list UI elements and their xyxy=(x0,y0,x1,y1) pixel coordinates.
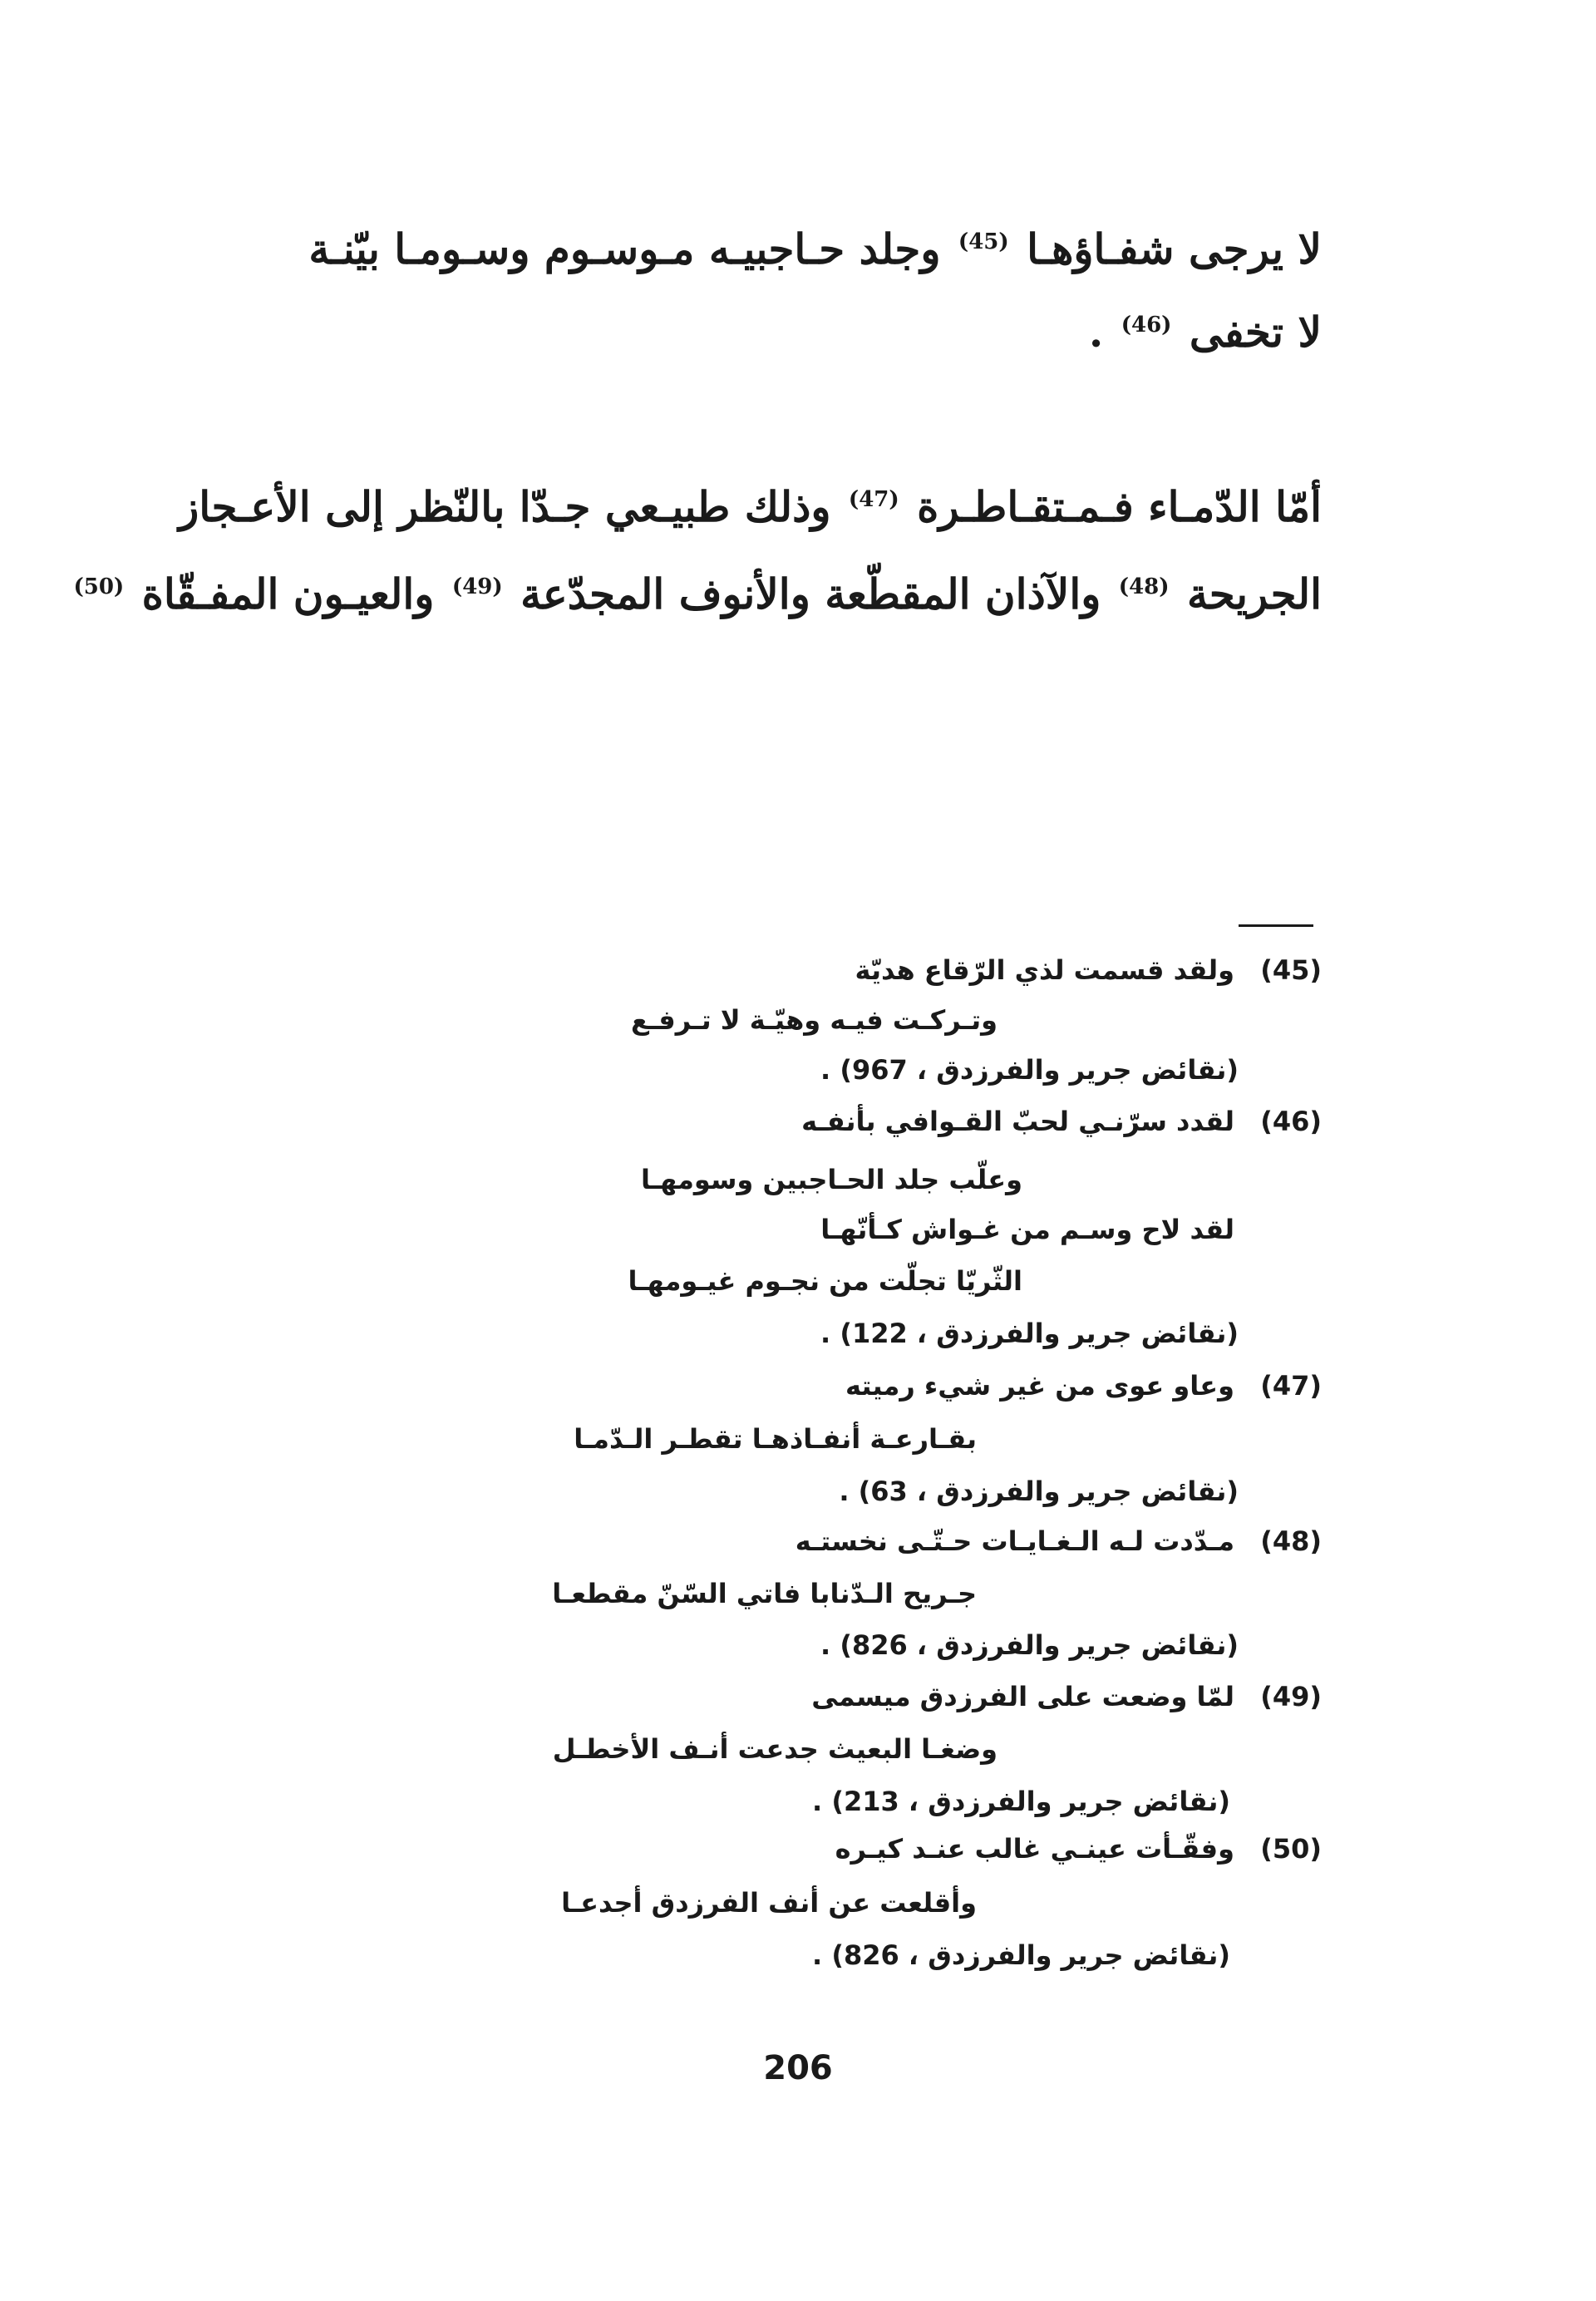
footnote-citation: (نقائض جرير والفرزدق ، 967) . xyxy=(820,1054,1239,1086)
footnote-line: وضغـا البعيث جدعت أنـف الأخطـل xyxy=(552,1733,998,1765)
body-line xyxy=(179,482,1322,531)
footnote-number: (45) xyxy=(1260,954,1322,986)
footnote-ref: (49) xyxy=(451,574,503,600)
footnote-line: وعاو عوى من غير شيء رميته xyxy=(845,1370,1234,1402)
body-text: وذلك طبيـعي جـدّا بالنّظر إلى الأعـجاز xyxy=(179,482,831,531)
footnote-line: ولقد قسمت لذي الرّقاع هديّة xyxy=(855,954,1234,986)
footnote-number: (50) xyxy=(1260,1833,1322,1865)
footnote-ref: (47) xyxy=(848,487,899,513)
footnote-number: (49) xyxy=(1260,1681,1322,1712)
body-line xyxy=(70,569,1322,618)
body-text: لا يرجى شفـاؤهـا xyxy=(1027,224,1322,273)
footnote-separator xyxy=(1239,924,1313,927)
footnote-ref: (50) xyxy=(73,574,125,600)
footnote-number: (47) xyxy=(1260,1370,1322,1402)
body-text: وجلد حـاجبيـه مـوسـوم وسـومـا بيّنـة xyxy=(308,224,941,273)
footnote-line: وتـركـت فيـه وهيّـة لا تـرفـع xyxy=(630,1004,998,1036)
footnote-line: مـدّدت لـه الـغـايـات حـتّـى نخستـه xyxy=(795,1525,1234,1557)
footnote-citation: (نقائض جرير والفرزدق ، 213) . xyxy=(812,1786,1230,1817)
footnote-line: وعلّب جلد الحـاجبين وسومهـا xyxy=(640,1164,1022,1195)
body-line xyxy=(1089,308,1322,357)
footnote-line: لمّا وضعت على الفرزدق ميسمى xyxy=(811,1681,1234,1712)
footnote-line: لقدد سرّنـي لحبّ القـوافي بأنفـه xyxy=(801,1106,1234,1137)
footnote-ref: (46) xyxy=(1121,313,1172,338)
body-text: والآذان المقطّعة والأنوف المجدّعة xyxy=(520,569,1101,618)
body-text: أمّا الدّمـاء فـمـتقـاطـرة xyxy=(917,482,1322,531)
body-text: . xyxy=(1088,308,1104,357)
footnote-line: لقد لاح وسـم من غـواش كـأنّهـا xyxy=(820,1214,1234,1245)
footnote-line: وأقلعت عن أنف الفرزدق أجدعـا xyxy=(561,1887,977,1919)
footnote-ref: (48) xyxy=(1118,574,1170,600)
footnote-citation: (نقائض جرير والفرزدق ، 826) . xyxy=(812,1939,1230,1971)
body-text: الجريحة xyxy=(1187,569,1322,618)
footnote-line: الثّريّا تجلّت من نجـوم غيـومهـا xyxy=(628,1265,1022,1297)
body-line xyxy=(308,224,1322,273)
footnote-number: (48) xyxy=(1260,1525,1322,1557)
footnote-citation: (نقائض جرير والفرزدق ، 826) . xyxy=(820,1629,1239,1661)
body-text: لا تخفى xyxy=(1189,308,1322,357)
footnote-line: وفقّـأت عينـي غالب عنـد كيـره xyxy=(835,1833,1234,1865)
footnote-line: بقـارعـة أنفـاذهـا تقطـر الـدّمـا xyxy=(574,1423,977,1455)
footnote-line: جـريح الـدّنابا فاتي السّنّ مقطعـا xyxy=(552,1578,977,1609)
footnote-citation: (نقائض جرير والفرزدق ، 122) . xyxy=(820,1318,1239,1349)
footnote-citation: (نقائض جرير والفرزدق ، 63) . xyxy=(839,1476,1239,1507)
footnote-ref: (45) xyxy=(958,229,1009,255)
footnote-number: (46) xyxy=(1260,1106,1322,1137)
page-number: 206 xyxy=(763,2049,833,2087)
body-text: والعيـون المفـقّاة xyxy=(141,569,435,618)
